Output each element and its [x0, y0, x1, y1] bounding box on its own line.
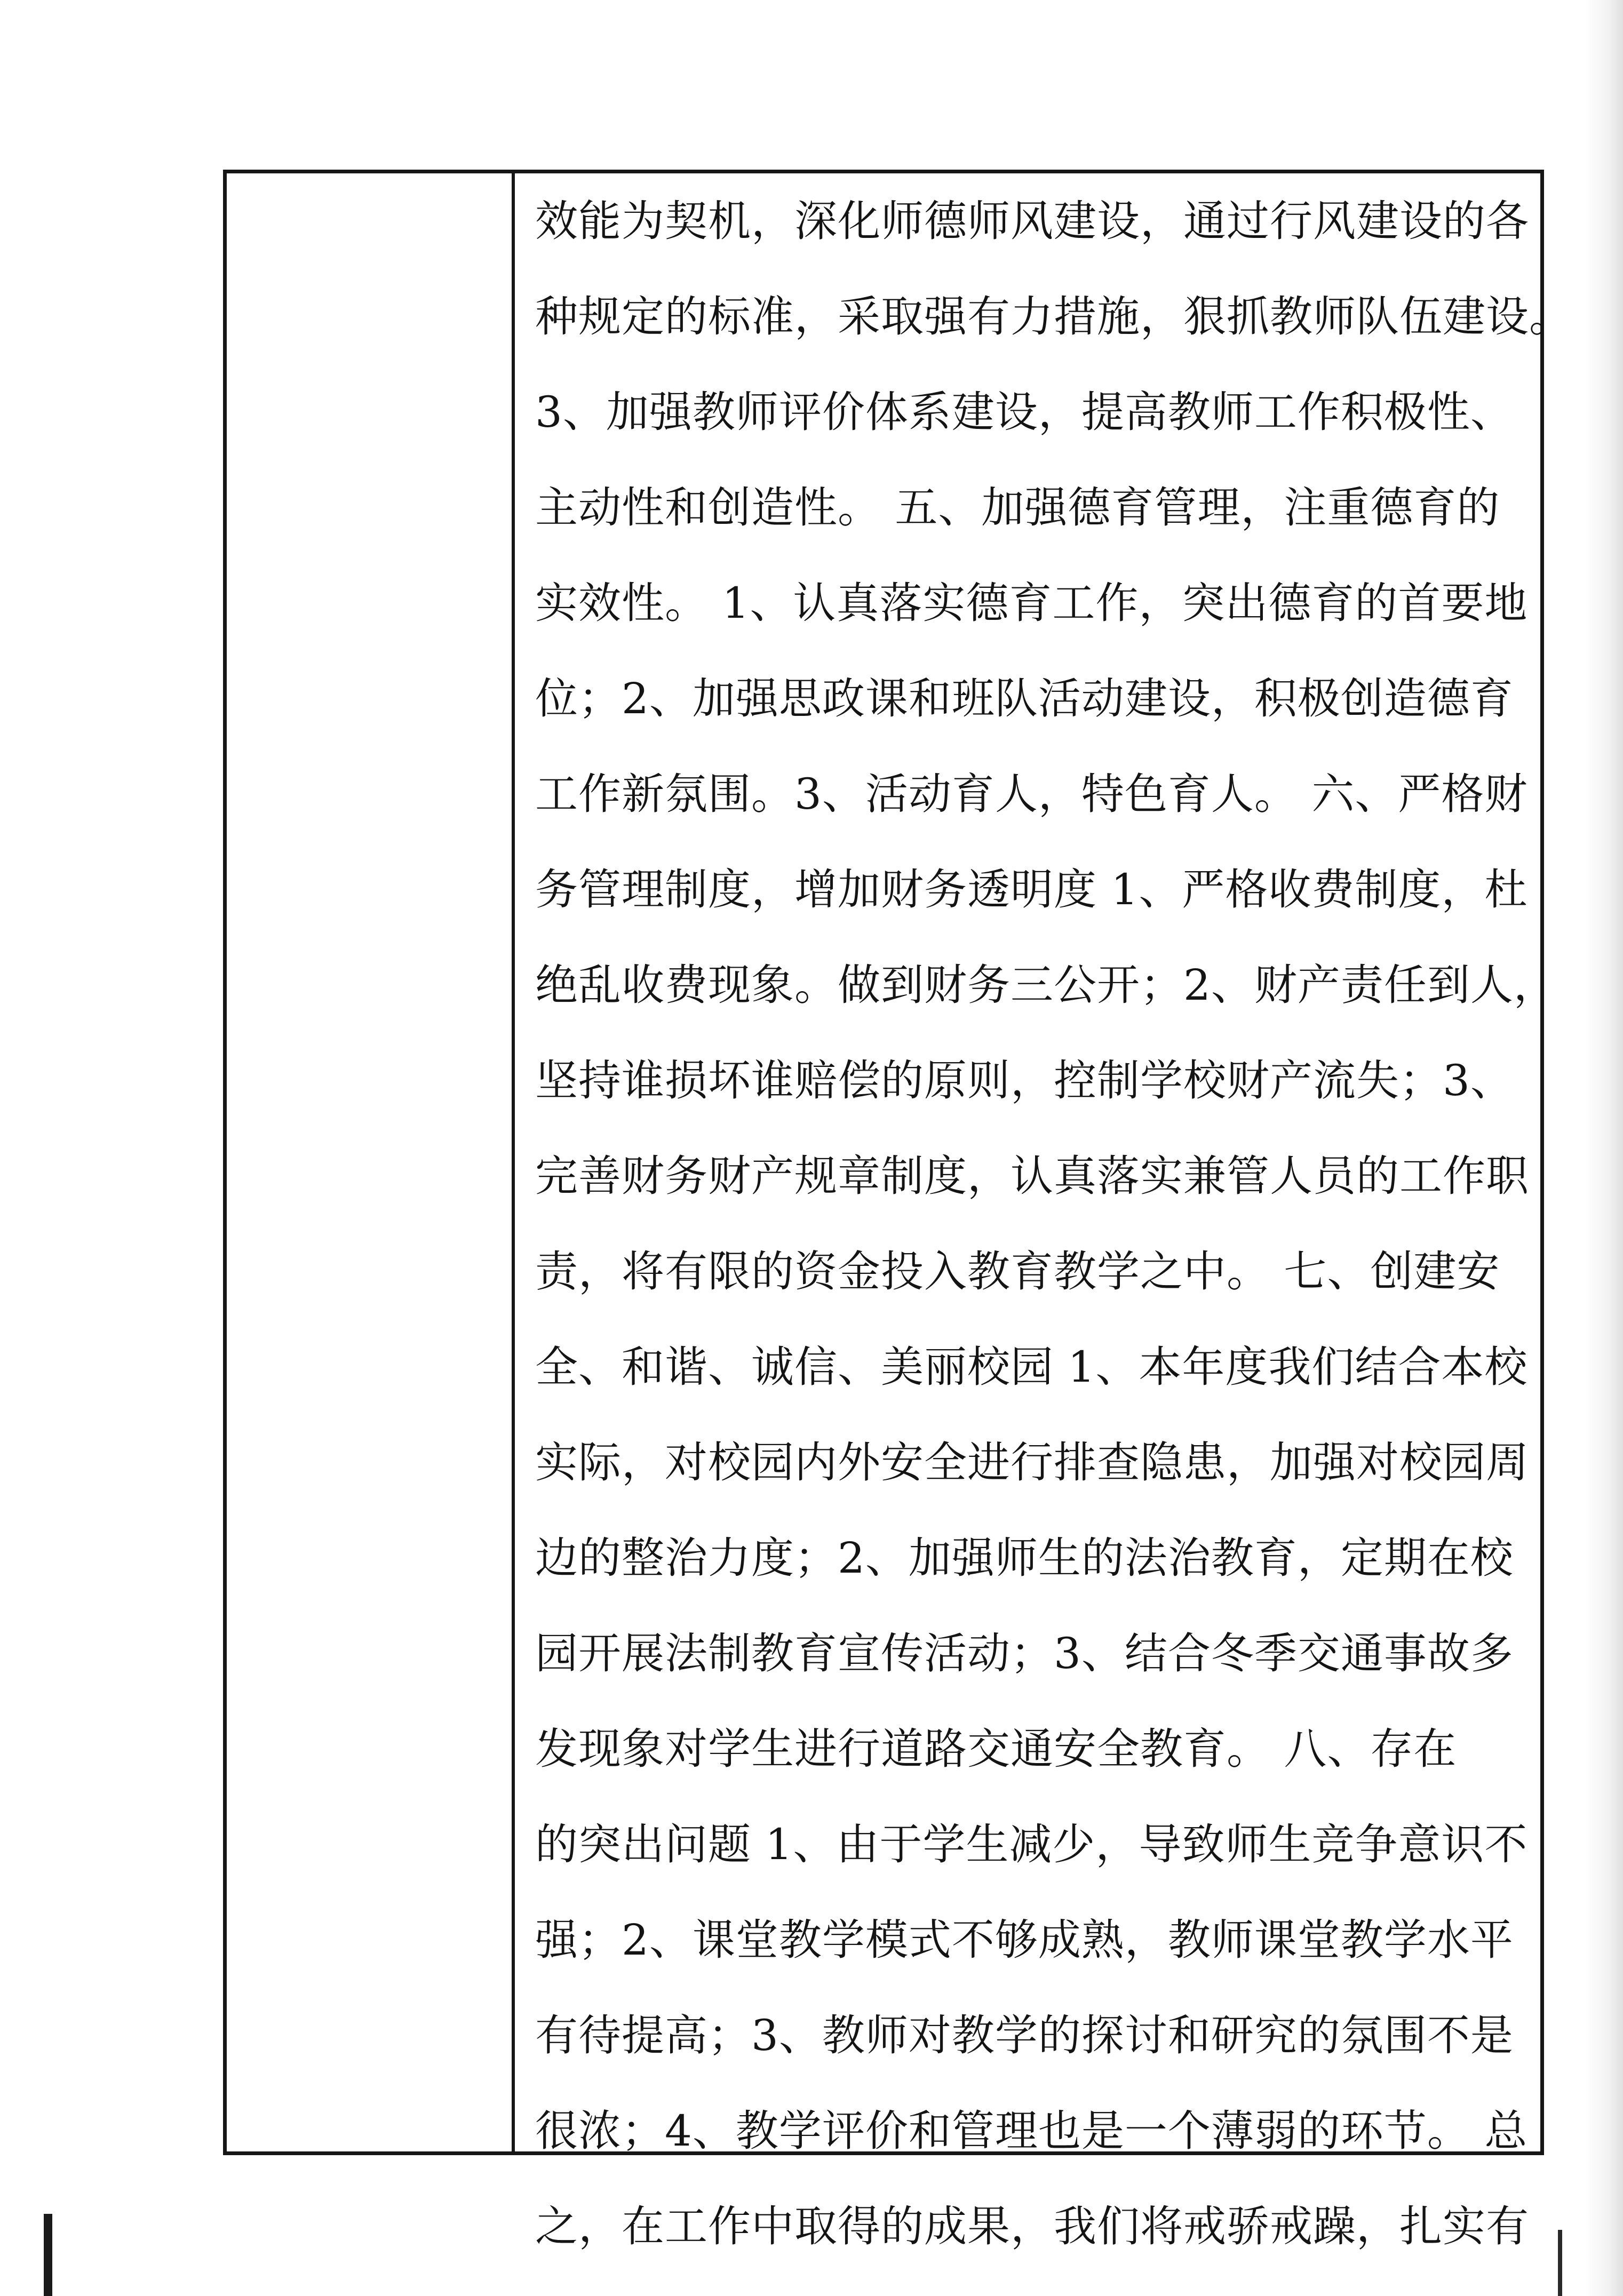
text-line: 边的整治力度；2、加强师生的法治教育，定期在校	[535, 1533, 1514, 1583]
text-line: 主动性和创造性。 五、加强德育管理，注重德育的	[535, 483, 1500, 532]
text-line: 实效性。 1、认真落实德育工作，突出德育的首要地	[535, 578, 1528, 628]
scan-artifact-left	[44, 2214, 52, 2296]
text-line: 3、加强教师评价体系建设，提高教师工作积极性、	[535, 387, 1514, 437]
text-line: 种规定的标准，采取强有力措施，狠抓教师队伍建设。	[535, 292, 1572, 341]
text-line: 绝乱收费现象。做到财务三公开；2、财产责任到人，	[535, 960, 1557, 1010]
text-line: 的突出问题 1、由于学生减少，导致师生竞争意识不	[535, 1820, 1528, 1869]
text-line: 强；2、课堂教学模式不够成熟，教师课堂教学水平	[535, 1915, 1514, 1965]
text-line: 之，在工作中取得的成果，我们将戒骄戒躁，扎实有	[535, 2202, 1529, 2251]
text-line: 发现象对学生进行道路交通安全教育。 八、存在	[535, 1724, 1457, 1774]
label-column	[227, 173, 515, 2151]
text-line: 很浓；4、教学评价和管理也是一个薄弱的环节。 总	[535, 2106, 1528, 2156]
text-line: 工作新氛围。3、活动育人，特色育人。 六、严格财	[535, 769, 1528, 819]
text-line: 园开展法制教育宣传活动；3、结合冬季交通事故多	[535, 1629, 1514, 1678]
text-line: 实际，对校园内外安全进行排查隐患，加强对校园周	[535, 1438, 1529, 1487]
scan-artifact-right	[1558, 2230, 1562, 2296]
text-line: 全、和谐、诚信、美丽校园 1、本年度我们结合本校	[535, 1342, 1528, 1392]
text-line: 位；2、加强思政课和班队活动建设，积极创造德育	[535, 674, 1514, 723]
content-column	[518, 173, 1572, 2251]
text-line: 务管理制度，增加财务透明度 1、严格收费制度，杜	[535, 865, 1528, 914]
text-line: 责，将有限的资金投入教育教学之中。 七、创建安	[535, 1247, 1500, 1296]
text-line: 效能为契机，深化师德师风建设，通过行风建设的各	[535, 196, 1529, 246]
text-line: 有待提高；3、教师对教学的探讨和研究的氛围不是	[535, 2011, 1514, 2060]
text-line: 完善财务财产规章制度，认真落实兼管人员的工作职	[535, 1151, 1529, 1201]
text-line: 坚持谁损坏谁赔偿的原则，控制学校财产流失；3、	[535, 1056, 1514, 1105]
scan-edge-shadow	[1586, 0, 1623, 2296]
report-text	[535, 173, 1572, 2274]
form-table	[223, 170, 1572, 2251]
